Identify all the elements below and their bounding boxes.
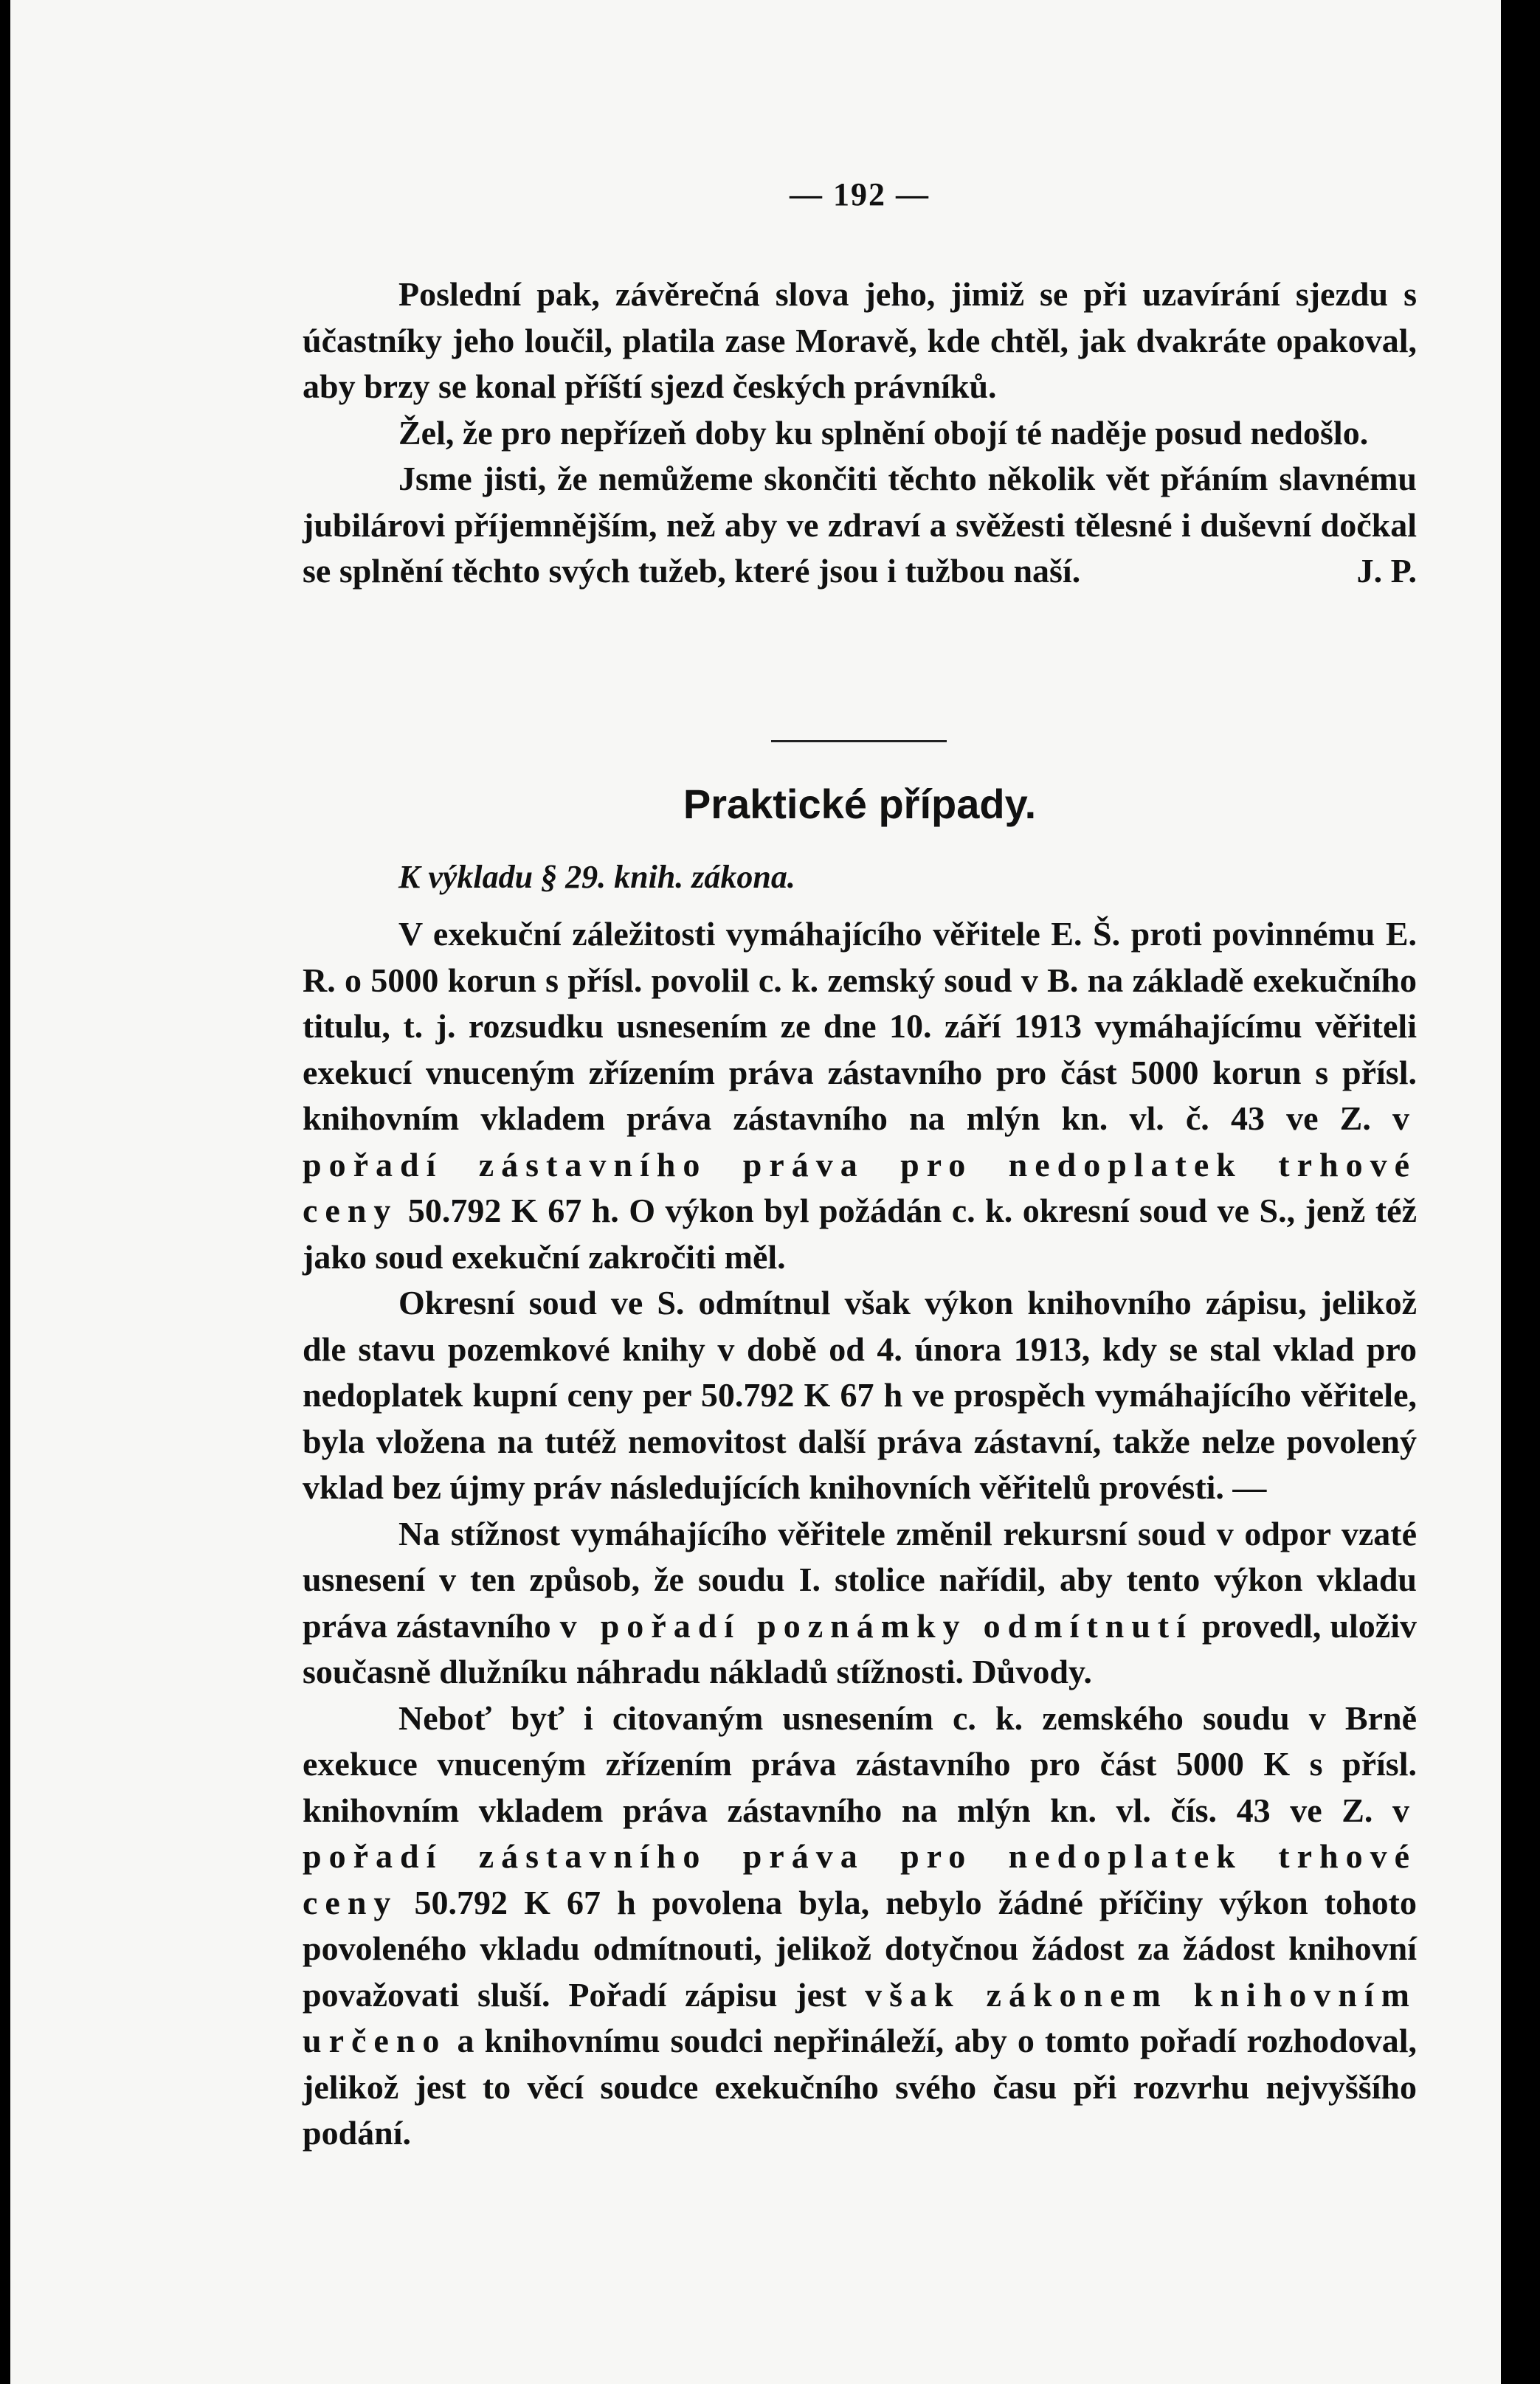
paragraph	[303, 1696, 1417, 2157]
text-run: a knihovnímu soudci nepřináleží, aby o tomto pořadí rozhodoval, jelikož jest to věcí soudce exekučního svého času při rozvrhu nejvyššího podání.	[303, 2022, 1418, 2152]
spaced-text: v pořadí zástavního práva pro nedoplatek trhové ceny	[303, 1099, 1418, 1229]
text-run: Neboť byť i citovaným usnesením c. k. zemského soudu v Brně exekuce vnuceným zřízením práva zástavního pro část 5000 K s přísl. knihovním vkladem práva zástavního na mlýn kn. vl. čís. 43 ve Z.	[303, 1699, 1417, 1829]
section-case	[303, 911, 1417, 2157]
section-divider	[771, 740, 947, 742]
spaced-text: v pořadí poznámky odmítnutí	[559, 1606, 1193, 1645]
page-number: — 192 —	[790, 176, 930, 213]
document-page	[10, 0, 1501, 2384]
text-run: Na stížnost vymáhajícího věřitele změnil rekursní soud v odpor vzaté usnesení v ten způsob, že soudu I. stolice nařídil, aby tento výkon vkladu práva zástavního	[303, 1514, 1417, 1645]
section-subheading: K výkladu § 29. knih. zákona.	[398, 859, 795, 895]
text-run: 50.792 K 67 h. O výkon byl požádán c. k. okresní soud ve S., jenž též jako soud exekuční zakročiti měl.	[303, 1192, 1417, 1276]
paragraph	[303, 911, 1417, 1280]
paragraph	[303, 1511, 1417, 1696]
paragraph: Žel, že pro nepřízeň doby ku splnění obojí té naděje posud nedošlo.	[398, 413, 1369, 452]
spaced-text: v pořadí zástavního práva pro nedoplatek trhové ceny	[303, 1791, 1417, 1921]
text-run: 50.792 K 67 h povolena byla, nebylo žádné příčiny výkon tohoto povoleného vkladu odmítnouti, jelikož dotyčnou žádost za žádost knihovní považovati sluší. Pořadí zápisu jest	[303, 1883, 1417, 2014]
paragraph	[303, 456, 1417, 595]
section-heading: Praktické případy.	[683, 781, 1037, 827]
paragraph: Poslední pak, závěrečná slova jeho, jimiž se při uzavírání sjezdu s účastníky jeho loučil, platila zase Moravě, kde chtěl, jak dvakráte opakoval, aby brzy se konal příští sjezd českých právníků.	[303, 275, 1417, 405]
section-closing-remarks	[303, 272, 1417, 595]
text-run: V exekuční záležitosti vymáhajícího věřitele E. Š. proti povinnému E. R. o 5000 korun s přísl. povolil c. k. zemský soud v B. na základě exekučního titulu, t. j. rozsudku usnesením ze dne 10. září 1913 vymáhajícímu věřiteli exekucí vnuceným zřízením práva zástavního pro část 5000 korun s přísl. knihovním vkladem práva zástavního na mlýn kn. vl. č. 43 ve Z.	[303, 915, 1417, 1137]
signature-text: J. P.	[1356, 552, 1417, 590]
spaced-text: však zákonem knihovním určeno	[303, 1975, 1417, 2059]
paragraph: Okresní soud ve S. odmítnul však výkon knihovního zápisu, jelikož dle stavu pozemkové knihy v době od 4. února 1913, kdy se stal vklad pro nedoplatek kupní ceny per 50.792 K 67 h ve prospěch vymáhajícího věřitele, byla vložena na tutéž nemovitost další práva zástavní, takže nelze povolený vklad bez újmy práv následujících knihovních věřitelů provésti. —	[303, 1284, 1417, 1506]
paragraph-text: Jsme jisti, že nemůžeme skončiti těchto několik vět přáním slavnému jubilárovi příjemnějším, než aby ve zdraví a svěžesti tělesné i duševní dočkal se splnění těchto svých tužeb, které jsou i tužbou naší.	[303, 460, 1417, 590]
signature	[1261, 548, 1417, 595]
text-run: provedl, uloživ současně dlužníku náhradu nákladů stížnosti. Důvody.	[303, 1606, 1418, 1690]
